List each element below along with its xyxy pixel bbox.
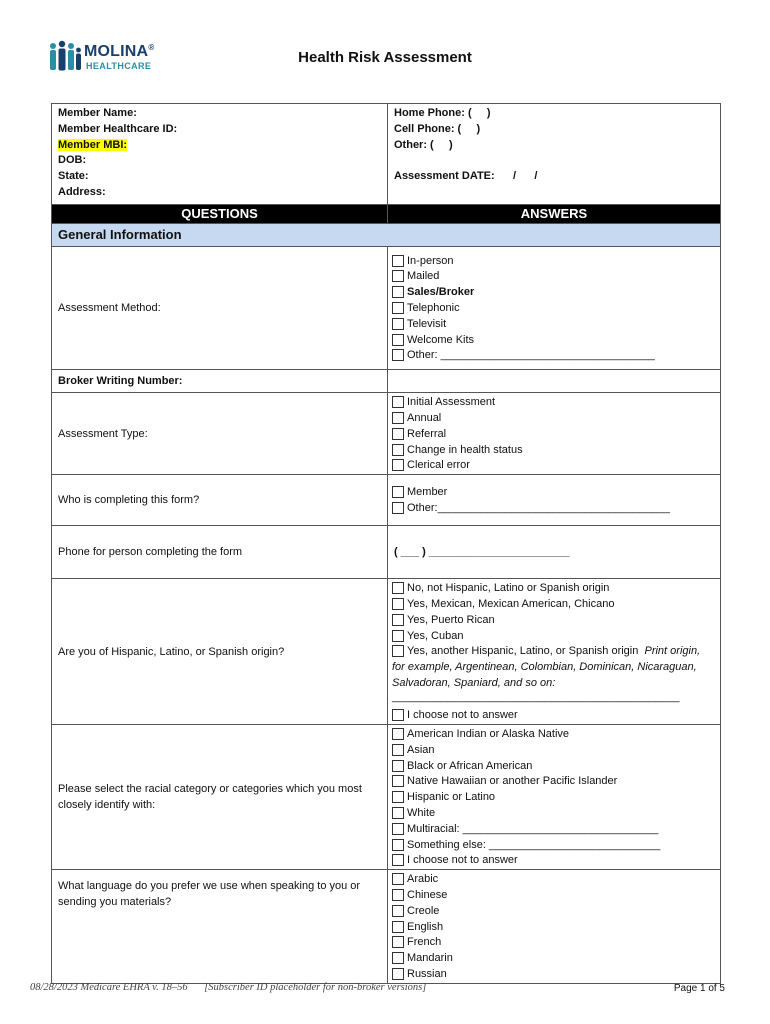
option-sales-broker[interactable]: Sales/Broker [392, 284, 716, 300]
question-language: What language do you prefer we use when speaking to you or sending you materials? [52, 870, 388, 984]
checkbox[interactable] [392, 709, 404, 721]
answers-assessment-type [388, 393, 721, 475]
option-multiracial[interactable]: Multiracial: ________________________________ [392, 821, 716, 837]
member-info-left [52, 104, 388, 205]
checkbox[interactable] [392, 760, 404, 772]
print-origin-label: Print origin, [644, 645, 701, 658]
option-chinese[interactable]: Chinese [392, 887, 716, 903]
option-cuban[interactable]: Yes, Cuban [392, 628, 716, 644]
row-race [52, 725, 721, 870]
option-asian[interactable]: Asian [392, 742, 716, 758]
answer-broker-writing-number[interactable] [388, 370, 721, 393]
checkbox[interactable] [392, 807, 404, 819]
section-title: General Information [52, 223, 721, 246]
address-field[interactable]: Address: [58, 185, 106, 198]
checkbox[interactable] [392, 791, 404, 803]
footer-placeholder: [Subscriber ID placeholder for non-broker versions] [204, 982, 427, 993]
checkbox[interactable] [392, 936, 404, 948]
footer-version: 08/28/2023 Medicare EHRA v. 18–56 [30, 982, 188, 993]
option-change-in-health-status[interactable]: Change in health status [392, 442, 716, 458]
question-hispanic-origin: Are you of Hispanic, Latino, or Spanish origin? [52, 579, 388, 725]
option-not-hispanic[interactable]: No, not Hispanic, Latino or Spanish origin [392, 580, 716, 596]
option-mexican[interactable]: Yes, Mexican, Mexican American, Chicano [392, 596, 716, 612]
cell-phone-field[interactable]: Cell Phone: ( ) [394, 122, 481, 135]
option-something-else[interactable]: Something else: ____________________________ [392, 837, 716, 853]
checkbox[interactable] [392, 396, 404, 408]
option-russian[interactable]: Russian [392, 966, 716, 982]
row-hispanic-origin [52, 579, 721, 725]
assessment-date-field[interactable]: Assessment DATE: / / [394, 170, 538, 183]
footer [30, 982, 440, 993]
option-arabic[interactable]: Arabic [392, 871, 716, 887]
checkbox[interactable] [392, 645, 404, 657]
option-other-person[interactable]: Other:______________________________________ [392, 500, 716, 516]
row-phone-completing [52, 526, 721, 579]
question-who-completing: Who is completing this form? [52, 475, 388, 526]
option-televisit[interactable]: Televisit [392, 316, 716, 332]
dob-field[interactable]: DOB: [58, 154, 87, 167]
option-french[interactable]: French [392, 934, 716, 950]
checkbox[interactable] [392, 854, 404, 866]
question-broker-writing-number: Broker Writing Number: [52, 370, 388, 393]
option-white[interactable]: White [392, 805, 716, 821]
checkbox[interactable] [392, 905, 404, 917]
checkbox[interactable] [392, 630, 404, 642]
logo-name: MOLINA® [84, 43, 155, 60]
checkbox[interactable] [392, 334, 404, 346]
option-other[interactable]: Other: ___________________________________ [392, 348, 716, 364]
checkbox[interactable] [392, 582, 404, 594]
member-healthcare-id-field[interactable]: Member Healthcare ID: [58, 122, 178, 135]
checkbox[interactable] [392, 349, 404, 361]
answers-who-completing [388, 475, 721, 526]
answer-phone-completing[interactable]: ( ___ ) _______________________ [388, 526, 721, 579]
answers-assessment-method [388, 246, 721, 370]
option-clerical-error[interactable]: Clerical error [392, 458, 716, 474]
option-referral[interactable]: Referral [392, 426, 716, 442]
option-choose-not-answer-origin[interactable]: I choose not to answer [392, 707, 716, 723]
checkbox[interactable] [392, 744, 404, 756]
question-assessment-method: Assessment Method: [52, 246, 388, 370]
answers-hispanic-origin [388, 579, 721, 725]
option-annual[interactable]: Annual [392, 410, 716, 426]
member-mbi-field[interactable]: Member MBI: [58, 138, 128, 151]
row-who-completing [52, 475, 721, 526]
checkbox[interactable] [392, 502, 404, 514]
option-hispanic-latino[interactable]: Hispanic or Latino [392, 789, 716, 805]
checkbox[interactable] [392, 921, 404, 933]
checkbox[interactable] [392, 459, 404, 471]
origin-blank[interactable]: _______________________________________________ [392, 691, 680, 704]
checkbox[interactable] [392, 286, 404, 298]
question-race: Please select the racial category or categories which you most closely identify with: [52, 725, 388, 870]
option-native-hawaiian[interactable]: Native Hawaiian or another Pacific Islander [392, 774, 716, 790]
questions-column-header: QUESTIONS [52, 204, 388, 223]
answers-language [388, 870, 721, 984]
checkbox[interactable] [392, 614, 404, 626]
checkbox[interactable] [392, 968, 404, 980]
checkbox[interactable] [392, 873, 404, 885]
option-telephonic[interactable]: Telephonic [392, 300, 716, 316]
origin-note: for example, Argentinean, Colombian, Dominican, Nicaraguan, Salvadoran, Spaniard, and so on: [392, 661, 697, 690]
option-mailed[interactable]: Mailed [392, 269, 716, 285]
page-number: Page 1 of 5 [673, 983, 725, 994]
page-title: Health Risk Assessment [298, 49, 472, 66]
checkbox[interactable] [392, 486, 404, 498]
question-assessment-type: Assessment Type: [52, 393, 388, 475]
answers-race [388, 725, 721, 870]
option-another-hispanic[interactable]: Yes, another Hispanic, Latino, or Spanish origin Print origin, [392, 644, 716, 660]
state-field[interactable]: State: [58, 170, 89, 183]
checkbox[interactable] [392, 255, 404, 267]
row-assessment-type [52, 393, 721, 475]
checkbox[interactable] [392, 302, 404, 314]
spacer [394, 153, 714, 169]
row-assessment-method [52, 246, 721, 370]
checkbox[interactable] [392, 823, 404, 835]
checkbox[interactable] [392, 889, 404, 901]
option-creole[interactable]: Creole [392, 903, 716, 919]
column-header-bar [52, 204, 721, 223]
option-in-person[interactable]: In-person [392, 253, 716, 269]
section-general-information [52, 223, 721, 246]
option-english[interactable]: English [392, 919, 716, 935]
home-phone-field[interactable]: Home Phone: ( ) [394, 107, 491, 119]
logo-subtitle: HEALTHCARE [86, 61, 152, 71]
answers-column-header: ANSWERS [388, 204, 721, 223]
checkbox[interactable] [392, 775, 404, 787]
row-broker-writing-number [52, 370, 721, 393]
other-phone-field[interactable]: Other: ( ) [394, 138, 453, 151]
checkbox[interactable] [392, 444, 404, 456]
option-puerto-rican[interactable]: Yes, Puerto Rican [392, 612, 716, 628]
option-american-indian[interactable]: American Indian or Alaska Native [392, 726, 716, 742]
option-mandarin[interactable]: Mandarin [392, 950, 716, 966]
checkbox[interactable] [392, 428, 404, 440]
option-welcome-kits[interactable]: Welcome Kits [392, 332, 716, 348]
member-info-right [388, 104, 721, 205]
checkbox[interactable] [392, 598, 404, 610]
question-phone-completing: Phone for person completing the form [52, 526, 388, 579]
member-info-block [52, 104, 721, 205]
checkbox[interactable] [392, 952, 404, 964]
checkbox[interactable] [392, 412, 404, 424]
checkbox[interactable] [392, 318, 404, 330]
option-member[interactable]: Member [392, 485, 716, 501]
option-choose-not-answer-race[interactable]: I choose not to answer [392, 853, 716, 869]
checkbox[interactable] [392, 728, 404, 740]
option-initial-assessment[interactable]: Initial Assessment [392, 394, 716, 410]
member-name-field[interactable]: Member Name: [58, 107, 137, 119]
option-black[interactable]: Black or African American [392, 758, 716, 774]
checkbox[interactable] [392, 839, 404, 851]
checkbox[interactable] [392, 270, 404, 282]
row-language [52, 870, 721, 984]
assessment-form [51, 103, 720, 984]
